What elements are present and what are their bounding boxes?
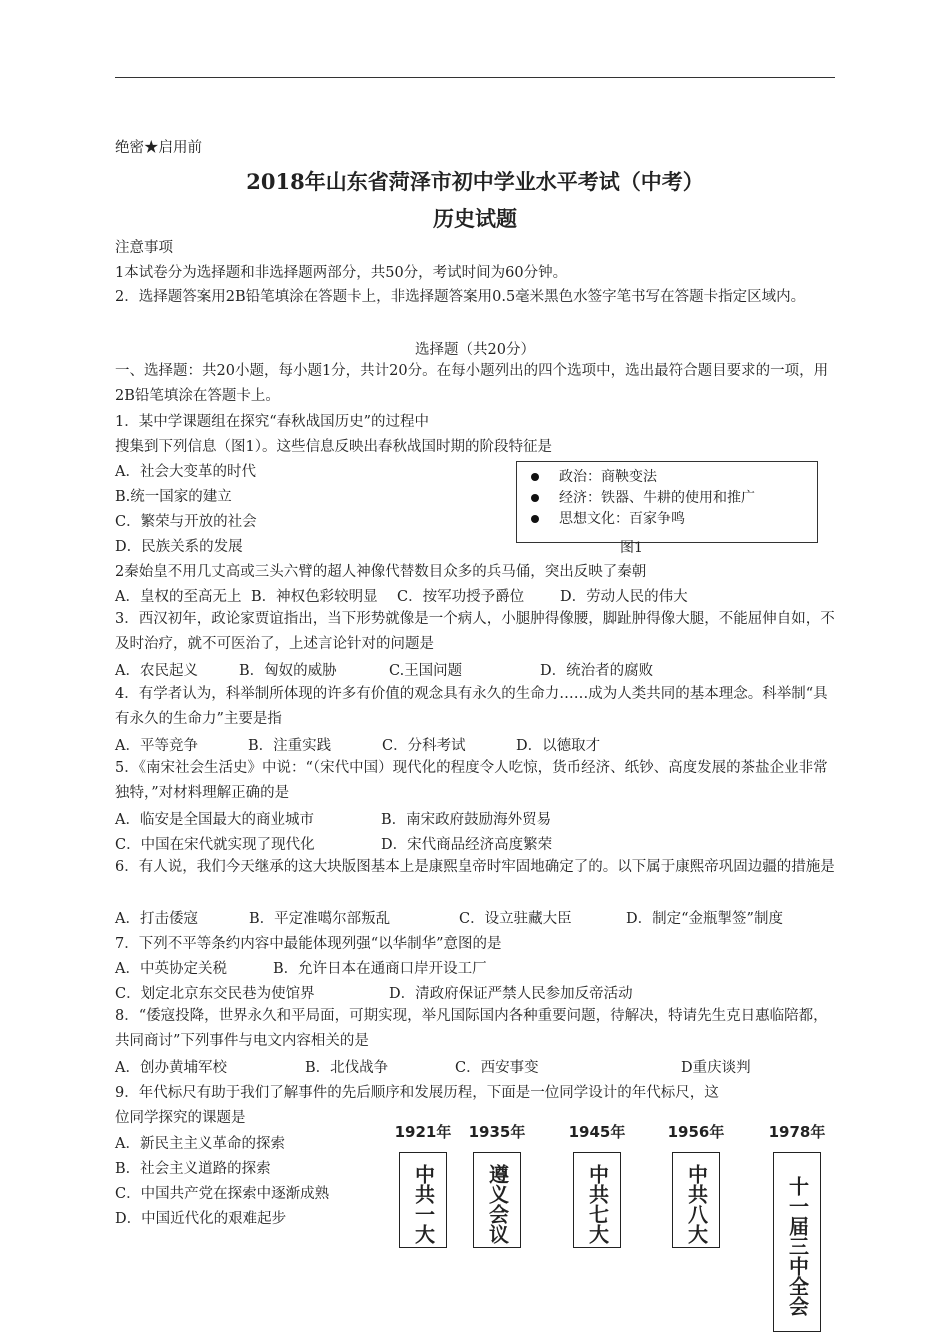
figure-1-item: 经济：铁器、牛耕的使用和推广 [531,488,817,509]
notes-heading: 注意事项 [115,240,173,256]
timeline-event-box [672,1152,720,1248]
q7-option-c: C．划定北京东交民巷为使馆界 [115,986,315,1002]
q3-stem: 3．西汉初年，政论家贾谊指出，当下形势就像是一个病人，小腿肿得像腰，脚趾肿得像大腿，不能屈伸自如，不及时治疗，就不可医治了，上述言论针对的问题是 [115,611,835,652]
figure-1-caption: 图1 [620,540,643,556]
timeline-year: 1945年 [568,1123,626,1141]
q7-options-cd [115,984,633,1004]
q9-stem-line2: 位同学探究的课题是 [115,1110,246,1126]
q1-option-c: C．繁荣与开放的社会 [115,514,257,530]
q9-option-c: C．中国共产党在探索中逐渐成熟 [115,1186,330,1202]
q6-option-a: A．打击倭寇 [115,911,198,927]
q5-stem: 5．《南宋社会生活史》中说：“（宋代中国）现代化的程度令人吃惊，货币经济、纸钞、高度发展的茶盐企业非常独特，”对材料理解正确的是 [115,760,828,801]
bullet-icon [531,494,539,502]
q4-option-c: C．分科考试 [382,738,466,754]
bullet-icon [531,473,539,481]
q9-stem-line1: 9．年代标尺有助于我们了解事件的先后顺序和发展历程，下面是一位同学设计的年代标尺，这 [115,1085,719,1101]
q8-option-c: C．西安事变 [455,1060,539,1076]
q7-stem: 7．下列不平等条约内容中最能体现列强“以华制华”意图的是 [115,936,502,952]
q1-stem-line2: 搜集到下列信息（图1）。这些信息反映出春秋战国时期的阶段特征是 [115,439,552,455]
figure-1-item: 思想文化：百家争鸣 [531,509,817,530]
timeline-event: 十一届三中全会 [785,1176,810,1316]
figure-1-box [516,461,818,543]
top-rule [115,77,835,78]
q5-option-b: B．南宋政府鼓励海外贸易 [381,812,552,828]
q6-option-b: B．平定准噶尔部叛乱 [249,911,391,927]
exam-title: 2018年山东省菏泽市初中学业水平考试（中考） [246,169,704,194]
timeline-event-box [473,1152,521,1248]
bullet-icon [531,515,539,523]
timeline-item [651,1121,741,1248]
section-heading: 选择题（共20分） [415,342,535,358]
timeline-event-box [399,1152,447,1248]
q6-stem: 6．有人说，我们今天继承的这大块版图基本上是康熙皇帝时牢固地确定了的。以下属于康熙帝巩固边疆的措施是 [115,859,835,875]
q4-options [115,736,600,756]
q3-option-a: A．农民起义 [115,663,198,679]
q8-options [115,1058,751,1078]
q8-option-a: A．创办黄埔军校 [115,1060,227,1076]
q1-option-b: B.统一国家的建立 [115,489,232,505]
q5-options-cd [115,835,552,855]
q2-option-c: C．按军功授予爵位 [397,589,525,605]
timeline-year: 1956年 [667,1123,725,1141]
q2-option-a: A．皇权的至高无上 [115,589,242,605]
q4-stem: 4．有学者认为，科举制所体现的许多有价值的观念具有永久的生命力……成为人类共同的基本理念。科举制“具有永久的生命力”主要是指 [115,686,828,727]
q8-option-b: B．北伐战争 [305,1060,389,1076]
q6-option-c: C．设立驻藏大臣 [459,911,572,927]
q7-option-b: B．允许日本在通商口岸开设工厂 [273,961,487,977]
notes-item-2: 2．选择题答案用2B铅笔填涂在答题卡上，非选择题答案用0.5毫米黑色水签字笔书写在答题卡指定区域内。 [115,289,806,305]
q2-option-d: D．劳动人民的伟大 [560,589,688,605]
q6-options [115,909,783,929]
q2-option-b: B．神权色彩较明显 [251,589,378,605]
q9-option-a: A．新民主主义革命的探索 [115,1136,285,1152]
timeline-event: 中共七大 [585,1164,610,1244]
timeline-item [452,1121,542,1248]
section-instruction: 一、选择题：共20小题，每小题1分，共计20分。在每小题列出的四个选项中，选出最符合题目要求的一项，用2B铅笔填涂在答题卡上。 [115,363,829,404]
q7-options-ab [115,959,487,979]
timeline-year: 1921年 [394,1123,452,1141]
q3-option-d: D．统治者的腐败 [540,663,654,679]
q7-option-a: A．中英协定关税 [115,961,227,977]
q2-options [115,587,688,607]
q2-stem: 2秦始皇不用几丈高或三头六臂的超人神像代替数目众多的兵马俑，突出反映了秦朝 [115,564,647,580]
timeline-item [752,1121,842,1332]
q7-option-d: D．清政府保证严禁人民参加反帝活动 [389,986,633,1002]
q1-option-d: D．民族关系的发展 [115,539,243,555]
timeline-event: 遵义会议 [485,1164,510,1244]
q3-options [115,661,653,681]
q1-option-a: A．社会大变革的时代 [115,464,256,480]
timeline-year: 1935年 [468,1123,526,1141]
q4-option-a: A．平等竞争 [115,738,198,754]
figure-1-item: 政治：商鞅变法 [531,467,817,488]
exam-subtitle: 历史试题 [433,206,517,231]
q4-option-b: B．注重实践 [248,738,332,754]
q5-option-a: A．临安是全国最大的商业城市 [115,812,314,828]
q3-option-c: C.王国问题 [389,663,463,679]
q9-option-d: D．中国近代化的艰难起步 [115,1211,287,1227]
timeline-event: 中共一大 [411,1164,436,1244]
q8-option-d: D重庆谈判 [681,1060,751,1076]
timeline-year: 1978年 [768,1123,826,1141]
q8-stem: 8．“倭寇投降，世界永久和平局面，可期实现，举凡国际国内各种重要问题，待解决，特请先生克日惠临陪都，共同商讨”下列事件与电文内容相关的是 [115,1008,828,1049]
timeline-event: 中共八大 [684,1164,709,1244]
secret-mark: 绝密★启用前 [115,140,202,156]
q5-options-ab [115,810,551,830]
q4-option-d: D．以德取才 [516,738,601,754]
q5-option-c: C．中国在宋代就实现了现代化 [115,837,315,853]
notes-item-1: 1本试卷分为选择题和非选择题两部分，共50分，考试时间为60分钟。 [115,265,568,281]
timeline-item [552,1121,642,1248]
q9-option-b: B．社会主义道路的探索 [115,1161,271,1177]
timeline-event-box [773,1152,821,1332]
q1-stem-line1: 1．某中学课题组在探究“春秋战国历史”的过程中 [115,414,430,430]
q5-option-d: D．宋代商品经济高度繁荣 [381,837,553,853]
q6-option-d: D．制定“金瓶掣签”制度 [626,911,783,927]
timeline-event-box [573,1152,621,1248]
q3-option-b: B．匈奴的威胁 [239,663,337,679]
